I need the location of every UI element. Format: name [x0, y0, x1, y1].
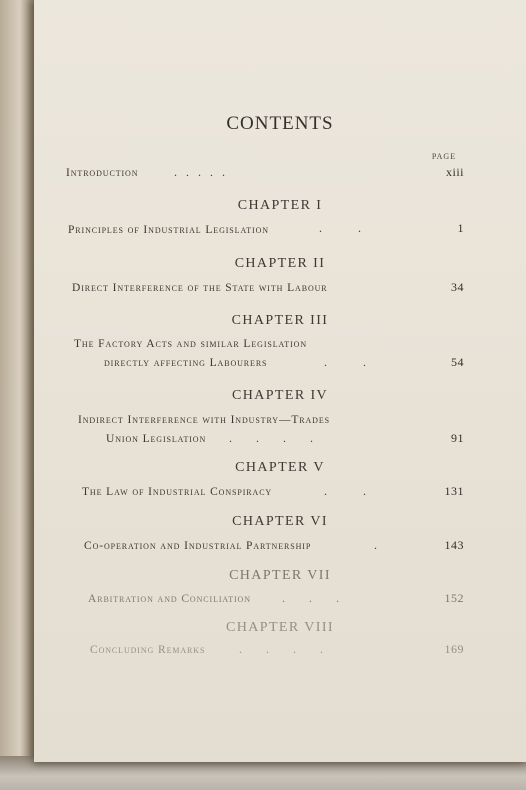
chapter-page-7: 152	[444, 591, 464, 605]
chapter-page-1: 1	[457, 221, 464, 235]
chapter-heading-8: CHAPTER VIII	[226, 620, 334, 635]
chapter-title-4-line-1: Indirect Interference with Industry—Trades	[78, 414, 330, 426]
chapter-page-5: 131	[444, 484, 464, 498]
toc-leader-dots: . .	[324, 484, 366, 498]
book-page	[34, 0, 526, 762]
chapter-page-2: 34	[451, 280, 464, 294]
chapter-title-8: Concluding Remarks	[90, 644, 206, 656]
toc-leader-dots: . . . .	[239, 642, 323, 656]
chapter-title-2: Direct Interference of the State with Labour	[72, 282, 328, 294]
toc-leader-dots: . .	[324, 355, 366, 369]
chapter-heading-3: CHAPTER III	[231, 313, 329, 328]
toc-leader-dots: . . . .	[229, 431, 313, 445]
toc-leader-dots: .	[374, 538, 377, 552]
chapter-title-1: Principles of Industrial Legislation	[68, 224, 269, 236]
toc-page-introduction: xiii	[445, 165, 464, 179]
chapter-page-4: 91	[451, 431, 464, 445]
chapter-title-3-line-1: The Factory Acts and similar Legislation	[74, 338, 308, 350]
chapter-heading-7: CHAPTER VII	[229, 568, 331, 583]
chapter-title-5: The Law of Industrial Conspiracy	[82, 486, 273, 498]
chapter-title-3-line-2: directly affecting Labourers	[104, 357, 268, 369]
toc-leader-dots: . . . . .	[174, 165, 225, 179]
chapter-heading-1: CHAPTER I	[237, 198, 323, 213]
contents-title: CONTENTS	[226, 113, 334, 134]
chapter-heading-6: CHAPTER VI	[232, 514, 328, 529]
chapter-title-4-line-2: Union Legislation	[106, 433, 207, 445]
chapter-heading-2: CHAPTER II	[234, 256, 326, 271]
chapter-title-6: Co-operation and Industrial Partnership	[84, 540, 312, 552]
toc-leader-dots: . .	[319, 221, 361, 235]
chapter-page-3: 54	[451, 355, 464, 369]
toc-leader-dots: . . .	[282, 591, 339, 605]
chapter-page-8: 169	[444, 642, 464, 656]
chapter-title-7: Arbitration and Conciliation	[88, 593, 251, 605]
chapter-heading-5: CHAPTER V	[235, 460, 325, 475]
chapter-page-6: 143	[444, 538, 464, 552]
chapter-heading-4: CHAPTER IV	[231, 388, 329, 403]
page-column-header: PAGE	[431, 152, 457, 161]
toc-entry-introduction: Introduction	[66, 167, 139, 179]
